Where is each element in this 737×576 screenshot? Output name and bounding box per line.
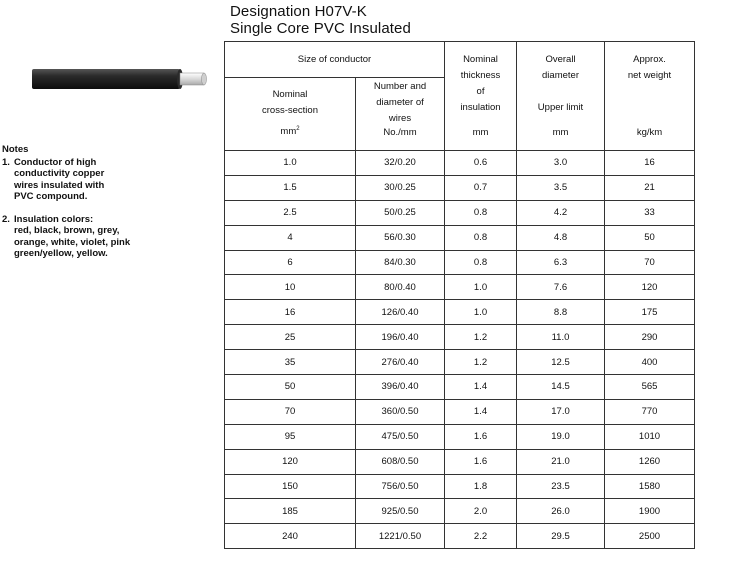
table-row xyxy=(225,275,695,300)
note-line: orange, white, violet, pink xyxy=(14,236,131,248)
cell-net-weight: 565 xyxy=(605,375,695,400)
note-line: PVC compound. xyxy=(14,191,88,202)
cell-insulation-thickness: 1.4 xyxy=(445,375,517,400)
col-header-unit: mm xyxy=(552,127,569,138)
table-row xyxy=(225,524,695,549)
table-row xyxy=(225,375,695,400)
cell-insulation-thickness: 1.2 xyxy=(445,325,517,350)
cell-net-weight: 1010 xyxy=(605,424,695,449)
cell-overall-diameter: 4.8 xyxy=(517,225,605,250)
cell-cross-section: 70 xyxy=(225,399,356,424)
cell-net-weight: 120 xyxy=(605,275,695,300)
cell-overall-diameter: 4.2 xyxy=(517,200,605,225)
table-row xyxy=(225,200,695,225)
cell-cross-section: 4 xyxy=(225,225,356,250)
cell-insulation-thickness: 1.6 xyxy=(445,449,517,474)
cell-wires: 925/0.50 xyxy=(356,499,445,524)
col-header-unit: kg/km xyxy=(636,127,663,138)
note-line: red, black, brown, grey, xyxy=(14,225,120,236)
cell-cross-section: 120 xyxy=(225,449,356,474)
cell-overall-diameter: 6.3 xyxy=(517,250,605,275)
table-row xyxy=(225,499,695,524)
size-of-conductor-header: Size of conductor xyxy=(225,42,445,78)
cell-insulation-thickness: 0.6 xyxy=(445,151,517,176)
cell-net-weight: 1260 xyxy=(605,449,695,474)
note-line: conductivity copper xyxy=(14,168,105,179)
cell-insulation-thickness: 0.8 xyxy=(445,225,517,250)
cell-insulation-thickness: 1.0 xyxy=(445,275,517,300)
cell-wires: 396/0.40 xyxy=(356,375,445,400)
cell-overall-diameter: 14.5 xyxy=(517,375,605,400)
cell-cross-section: 10 xyxy=(225,275,356,300)
notes-heading: Notes xyxy=(2,144,29,155)
cell-wires: 56/0.30 xyxy=(356,225,445,250)
page-title xyxy=(230,3,411,37)
note-item-2 xyxy=(2,214,217,260)
table-row xyxy=(225,300,695,325)
col-header-wires xyxy=(356,78,445,151)
cell-wires: 360/0.50 xyxy=(356,399,445,424)
cell-wires: 32/0.20 xyxy=(356,151,445,176)
cell-overall-diameter: 11.0 xyxy=(517,325,605,350)
note-line: wires insulated with xyxy=(14,179,105,191)
col-header-unit: mm xyxy=(472,127,489,138)
note-line: Insulation colors: xyxy=(14,213,94,225)
table-row xyxy=(225,399,695,424)
cell-insulation-thickness: 1.8 xyxy=(445,474,517,499)
table-row xyxy=(225,350,695,375)
specification-table xyxy=(224,41,695,549)
col-header-label: Nominal cross-section xyxy=(262,89,318,116)
cell-overall-diameter: 8.8 xyxy=(517,300,605,325)
cell-insulation-thickness: 2.0 xyxy=(445,499,517,524)
cell-wires: 276/0.40 xyxy=(356,350,445,375)
cell-net-weight: 50 xyxy=(605,225,695,250)
cell-cross-section: 50 xyxy=(225,375,356,400)
table-row xyxy=(225,175,695,200)
cell-net-weight: 1580 xyxy=(605,474,695,499)
cell-cross-section: 1.5 xyxy=(225,175,356,200)
cell-net-weight: 16 xyxy=(605,151,695,176)
cell-insulation-thickness: 0.7 xyxy=(445,175,517,200)
cable-conductor xyxy=(180,73,204,85)
cell-insulation-thickness: 2.2 xyxy=(445,524,517,549)
cell-wires: 126/0.40 xyxy=(356,300,445,325)
title-line-2: Single Core PVC Insulated xyxy=(230,20,411,37)
col-header-label: Overall diameter Upper limit xyxy=(537,54,584,113)
cell-net-weight: 70 xyxy=(605,250,695,275)
col-header-unit: No./mm xyxy=(383,127,417,138)
cell-cross-section: 6 xyxy=(225,250,356,275)
cell-net-weight: 21 xyxy=(605,175,695,200)
cell-overall-diameter: 19.0 xyxy=(517,424,605,449)
table-row xyxy=(225,325,695,350)
cell-insulation-thickness: 1.4 xyxy=(445,399,517,424)
table-row xyxy=(225,424,695,449)
cell-wires: 475/0.50 xyxy=(356,424,445,449)
cell-insulation-thickness: 0.8 xyxy=(445,200,517,225)
cell-overall-diameter: 21.0 xyxy=(517,449,605,474)
cell-net-weight: 770 xyxy=(605,399,695,424)
note-number: 1. xyxy=(2,156,10,168)
cell-net-weight: 175 xyxy=(605,300,695,325)
cell-wires: 30/0.25 xyxy=(356,175,445,200)
cell-cross-section: 1.0 xyxy=(225,151,356,176)
note-number: 2. xyxy=(2,213,10,225)
cell-overall-diameter: 17.0 xyxy=(517,399,605,424)
cell-insulation-thickness: 1.2 xyxy=(445,350,517,375)
cell-wires: 50/0.25 xyxy=(356,200,445,225)
cell-net-weight: 400 xyxy=(605,350,695,375)
cell-cross-section: 35 xyxy=(225,350,356,375)
cell-insulation-thickness: 1.6 xyxy=(445,424,517,449)
cell-insulation-thickness: 0.8 xyxy=(445,250,517,275)
col-header-label: Nominal thickness of insulation xyxy=(460,54,501,113)
table-row xyxy=(225,250,695,275)
cell-cross-section: 2.5 xyxy=(225,200,356,225)
notes xyxy=(2,144,217,260)
note-line: green/yellow, yellow. xyxy=(14,248,108,259)
col-header-net-weight xyxy=(605,42,695,151)
note-line: Conductor of high xyxy=(14,156,97,168)
col-header-unit: $mm^2$ xyxy=(280,125,300,137)
cell-cross-section: 150 xyxy=(225,474,356,499)
cell-cross-section: 25 xyxy=(225,325,356,350)
cell-net-weight: 290 xyxy=(605,325,695,350)
cell-cross-section: 95 xyxy=(225,424,356,449)
cell-overall-diameter: 23.5 xyxy=(517,474,605,499)
cell-wires: 756/0.50 xyxy=(356,474,445,499)
cell-insulation-thickness: 1.0 xyxy=(445,300,517,325)
cell-cross-section: 16 xyxy=(225,300,356,325)
cell-wires: 84/0.30 xyxy=(356,250,445,275)
cell-overall-diameter: 7.6 xyxy=(517,275,605,300)
cell-net-weight: 2500 xyxy=(605,524,695,549)
table-row xyxy=(225,449,695,474)
cell-overall-diameter: 26.0 xyxy=(517,499,605,524)
table-row xyxy=(225,151,695,176)
cell-overall-diameter: 3.5 xyxy=(517,175,605,200)
col-header-label: Approx. net weight xyxy=(627,54,672,81)
cell-overall-diameter: 12.5 xyxy=(517,350,605,375)
cell-wires: 1221/0.50 xyxy=(356,524,445,549)
cell-cross-section: 185 xyxy=(225,499,356,524)
cable-jacket xyxy=(32,69,180,89)
cell-net-weight: 1900 xyxy=(605,499,695,524)
cell-overall-diameter: 29.5 xyxy=(517,524,605,549)
title-line-1: Designation H07V-K xyxy=(230,3,367,20)
cell-net-weight: 33 xyxy=(605,200,695,225)
col-header-label: Number and diameter of wires xyxy=(373,81,427,124)
col-header-cross-section xyxy=(225,78,356,151)
col-header-overall-diameter xyxy=(517,42,605,151)
cell-cross-section: 240 xyxy=(225,524,356,549)
table-row xyxy=(225,225,695,250)
cell-wires: 80/0.40 xyxy=(356,275,445,300)
cell-wires: 196/0.40 xyxy=(356,325,445,350)
table-row xyxy=(225,474,695,499)
note-item-1 xyxy=(2,157,217,203)
cell-overall-diameter: 3.0 xyxy=(517,151,605,176)
col-header-insulation-thickness xyxy=(445,42,517,151)
cable-illustration xyxy=(30,66,210,92)
cell-wires: 608/0.50 xyxy=(356,449,445,474)
